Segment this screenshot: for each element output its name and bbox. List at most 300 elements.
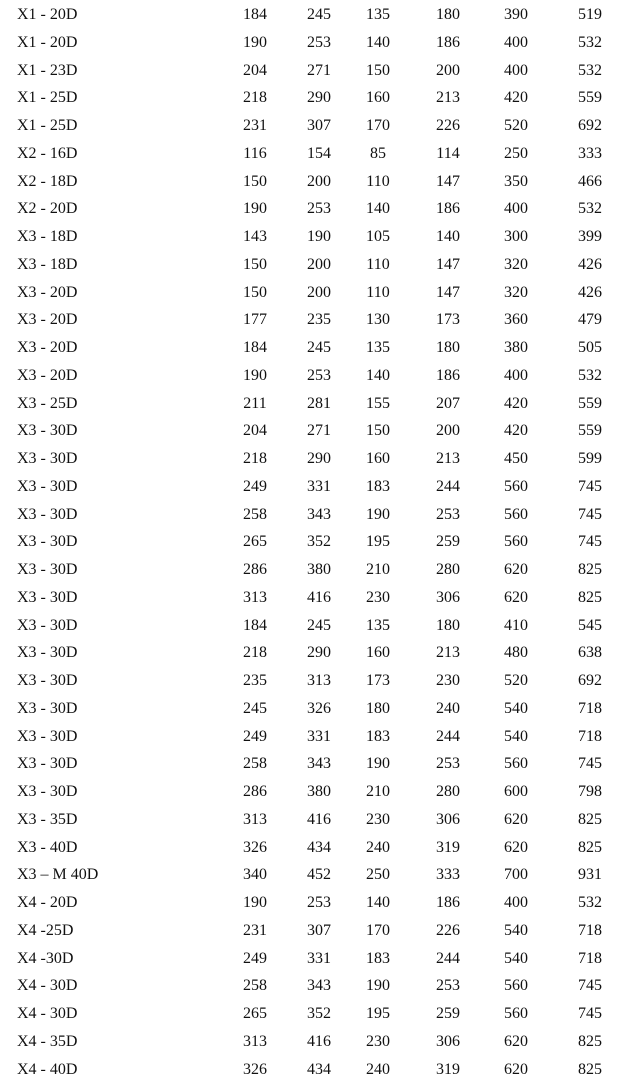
row-value-cell: 319 — [436, 838, 460, 856]
row-value-cell: 306 — [436, 1032, 460, 1050]
row-value-cell: 290 — [307, 644, 331, 662]
row-value-cell: 825 — [578, 588, 602, 606]
table-row — [0, 889, 620, 917]
table-row — [0, 57, 620, 85]
table-row — [0, 639, 620, 667]
row-value-cell: 195 — [366, 533, 390, 551]
row-value-cell: 306 — [436, 810, 460, 828]
row-value-cell: 190 — [366, 977, 390, 995]
row-value-cell: 825 — [578, 810, 602, 828]
row-value-cell: 110 — [366, 172, 390, 190]
row-value-cell: 745 — [578, 755, 602, 773]
row-value-cell: 140 — [366, 200, 390, 218]
row-value-cell: 718 — [578, 921, 602, 939]
row-value-cell: 226 — [436, 921, 460, 939]
row-value-cell: 150 — [243, 283, 267, 301]
row-value-cell: 360 — [504, 311, 528, 329]
row-model-cell: X2 - 16D — [17, 144, 78, 162]
row-value-cell: 331 — [307, 477, 331, 495]
row-model-cell: X3 - 30D — [17, 727, 78, 745]
row-value-cell: 186 — [436, 200, 460, 218]
row-value-cell: 931 — [578, 866, 602, 884]
row-value-cell: 559 — [578, 394, 602, 412]
row-value-cell: 240 — [366, 838, 390, 856]
row-model-cell: X3 - 30D — [17, 783, 78, 800]
table-row — [0, 112, 620, 140]
row-value-cell: 540 — [504, 727, 528, 745]
table-row — [0, 834, 620, 862]
row-model-cell: X3 - 30D — [17, 672, 78, 689]
row-value-cell: 520 — [504, 117, 528, 134]
row-value-cell: 258 — [243, 755, 267, 773]
row-value-cell: 532 — [578, 200, 602, 218]
row-value-cell: 400 — [504, 33, 528, 51]
row-value-cell: 231 — [243, 921, 267, 939]
row-value-cell: 416 — [307, 588, 331, 606]
row-value-cell: 85 — [370, 144, 386, 162]
row-value-cell: 190 — [243, 366, 267, 384]
row-value-cell: 466 — [578, 172, 602, 190]
row-value-cell: 250 — [504, 144, 528, 162]
row-value-cell: 540 — [504, 699, 528, 717]
row-value-cell: 200 — [436, 422, 460, 440]
row-model-cell: X3 - 18D — [17, 255, 78, 273]
row-model-cell: X3 - 20D — [17, 311, 78, 329]
row-value-cell: 280 — [436, 561, 460, 578]
row-model-cell: X2 - 20D — [17, 200, 78, 218]
row-value-cell: 343 — [307, 977, 331, 995]
row-value-cell: 253 — [436, 505, 460, 523]
table-row — [0, 168, 620, 196]
row-value-cell: 599 — [578, 450, 602, 467]
row-value-cell: 245 — [243, 699, 267, 717]
row-model-cell: X4 - 30D — [17, 977, 78, 995]
row-value-cell: 559 — [578, 422, 602, 440]
row-value-cell: 143 — [243, 228, 267, 245]
row-value-cell: 825 — [578, 561, 602, 578]
row-value-cell: 190 — [243, 200, 267, 218]
row-value-cell: 186 — [436, 366, 460, 384]
row-value-cell: 259 — [436, 1005, 460, 1022]
row-value-cell: 230 — [366, 1032, 390, 1050]
row-value-cell: 350 — [504, 172, 528, 190]
row-value-cell: 745 — [578, 505, 602, 523]
row-value-cell: 154 — [307, 144, 331, 162]
row-value-cell: 480 — [504, 644, 528, 662]
row-value-cell: 532 — [578, 366, 602, 384]
row-value-cell: 110 — [366, 255, 390, 273]
row-value-cell: 532 — [578, 894, 602, 911]
table-row — [0, 501, 620, 529]
row-value-cell: 105 — [366, 228, 390, 245]
table-row — [0, 306, 620, 334]
row-value-cell: 218 — [243, 89, 267, 107]
row-value-cell: 230 — [436, 672, 460, 689]
row-model-cell: X3 - 30D — [17, 644, 78, 662]
row-model-cell: X3 - 35D — [17, 810, 78, 828]
row-value-cell: 380 — [504, 339, 528, 356]
row-value-cell: 410 — [504, 616, 528, 634]
row-model-cell: X4 - 40D — [17, 1060, 78, 1078]
row-model-cell: X3 - 40D — [17, 838, 78, 856]
row-value-cell: 326 — [243, 838, 267, 856]
row-value-cell: 147 — [436, 255, 460, 273]
row-value-cell: 140 — [366, 366, 390, 384]
row-value-cell: 173 — [436, 311, 460, 329]
row-value-cell: 798 — [578, 783, 602, 800]
row-value-cell: 825 — [578, 838, 602, 856]
row-model-cell: X3 - 30D — [17, 588, 78, 606]
row-value-cell: 532 — [578, 61, 602, 79]
row-value-cell: 160 — [366, 89, 390, 107]
row-value-cell: 400 — [504, 200, 528, 218]
row-value-cell: 135 — [366, 6, 390, 23]
row-value-cell: 180 — [436, 339, 460, 356]
row-value-cell: 307 — [307, 117, 331, 134]
table-row — [0, 778, 620, 806]
row-value-cell: 140 — [366, 33, 390, 51]
row-value-cell: 290 — [307, 450, 331, 467]
row-value-cell: 183 — [366, 949, 390, 967]
row-value-cell: 190 — [243, 894, 267, 911]
row-value-cell: 352 — [307, 1005, 331, 1022]
row-value-cell: 560 — [504, 477, 528, 495]
row-value-cell: 210 — [366, 561, 390, 578]
row-value-cell: 244 — [436, 727, 460, 745]
row-value-cell: 258 — [243, 505, 267, 523]
row-value-cell: 281 — [307, 394, 331, 412]
row-value-cell: 245 — [307, 6, 331, 23]
row-model-cell: X4 - 30D — [17, 1005, 78, 1022]
table-row — [0, 195, 620, 223]
table-row — [0, 251, 620, 279]
table-row — [0, 528, 620, 556]
row-value-cell: 560 — [504, 1005, 528, 1022]
table-row — [0, 1000, 620, 1028]
row-model-cell: X3 - 25D — [17, 394, 78, 412]
row-value-cell: 150 — [243, 172, 267, 190]
row-value-cell: 259 — [436, 533, 460, 551]
row-value-cell: 258 — [243, 977, 267, 995]
row-model-cell: X3 - 30D — [17, 699, 78, 717]
row-value-cell: 520 — [504, 672, 528, 689]
table-row — [0, 750, 620, 778]
row-value-cell: 286 — [243, 783, 267, 800]
row-value-cell: 253 — [307, 33, 331, 51]
row-value-cell: 230 — [366, 810, 390, 828]
row-value-cell: 226 — [436, 117, 460, 134]
row-value-cell: 540 — [504, 949, 528, 967]
row-model-cell: X3 - 30D — [17, 450, 78, 467]
row-value-cell: 235 — [243, 672, 267, 689]
row-value-cell: 160 — [366, 644, 390, 662]
row-value-cell: 180 — [436, 6, 460, 23]
row-value-cell: 825 — [578, 1060, 602, 1078]
row-value-cell: 271 — [307, 422, 331, 440]
row-value-cell: 195 — [366, 1005, 390, 1022]
row-value-cell: 135 — [366, 616, 390, 634]
row-model-cell: X3 - 30D — [17, 561, 78, 578]
row-value-cell: 210 — [366, 783, 390, 800]
row-value-cell: 184 — [243, 6, 267, 23]
row-value-cell: 184 — [243, 616, 267, 634]
row-value-cell: 326 — [307, 699, 331, 717]
row-value-cell: 745 — [578, 977, 602, 995]
table-row — [0, 417, 620, 445]
row-value-cell: 140 — [366, 894, 390, 911]
row-value-cell: 600 — [504, 783, 528, 800]
row-value-cell: 147 — [436, 283, 460, 301]
row-value-cell: 352 — [307, 533, 331, 551]
row-value-cell: 390 — [504, 6, 528, 23]
row-value-cell: 253 — [307, 200, 331, 218]
row-value-cell: 718 — [578, 727, 602, 745]
row-value-cell: 253 — [436, 755, 460, 773]
row-value-cell: 745 — [578, 477, 602, 495]
row-value-cell: 420 — [504, 422, 528, 440]
row-value-cell: 434 — [307, 1060, 331, 1078]
row-value-cell: 718 — [578, 949, 602, 967]
row-value-cell: 190 — [307, 228, 331, 245]
row-model-cell: X4 - 35D — [17, 1032, 78, 1050]
row-value-cell: 200 — [307, 255, 331, 273]
row-value-cell: 505 — [578, 339, 602, 356]
table-row — [0, 556, 620, 584]
row-value-cell: 559 — [578, 89, 602, 107]
row-value-cell: 692 — [578, 672, 602, 689]
table-row — [0, 1, 620, 29]
row-value-cell: 253 — [307, 894, 331, 911]
row-value-cell: 183 — [366, 727, 390, 745]
row-value-cell: 290 — [307, 89, 331, 107]
row-value-cell: 213 — [436, 89, 460, 107]
row-value-cell: 825 — [578, 1032, 602, 1050]
row-model-cell: X3 - 20D — [17, 283, 78, 301]
row-model-cell: X1 - 20D — [17, 6, 78, 23]
row-value-cell: 532 — [578, 33, 602, 51]
row-value-cell: 560 — [504, 755, 528, 773]
row-value-cell: 147 — [436, 172, 460, 190]
row-value-cell: 320 — [504, 255, 528, 273]
row-value-cell: 331 — [307, 949, 331, 967]
table-row — [0, 945, 620, 973]
row-value-cell: 306 — [436, 588, 460, 606]
row-value-cell: 183 — [366, 477, 390, 495]
table-row — [0, 1056, 620, 1084]
row-value-cell: 340 — [243, 866, 267, 884]
row-value-cell: 399 — [578, 228, 602, 245]
row-model-cell: X1 - 25D — [17, 89, 78, 107]
row-model-cell: X4 -25D — [17, 921, 74, 939]
row-value-cell: 200 — [307, 172, 331, 190]
row-model-cell: X3 – M 40D — [17, 866, 99, 884]
row-value-cell: 307 — [307, 921, 331, 939]
row-value-cell: 434 — [307, 838, 331, 856]
row-value-cell: 116 — [243, 144, 267, 162]
row-value-cell: 155 — [366, 394, 390, 412]
row-value-cell: 249 — [243, 949, 267, 967]
row-value-cell: 190 — [366, 505, 390, 523]
row-value-cell: 190 — [366, 755, 390, 773]
row-value-cell: 545 — [578, 616, 602, 634]
row-value-cell: 692 — [578, 117, 602, 134]
row-value-cell: 620 — [504, 1032, 528, 1050]
row-value-cell: 244 — [436, 477, 460, 495]
row-value-cell: 319 — [436, 1060, 460, 1078]
row-value-cell: 186 — [436, 33, 460, 51]
row-value-cell: 700 — [504, 866, 528, 884]
row-model-cell: X1 - 23D — [17, 61, 78, 79]
table-row — [0, 667, 620, 695]
row-model-cell: X3 - 30D — [17, 422, 78, 440]
table-row — [0, 1028, 620, 1056]
row-value-cell: 286 — [243, 561, 267, 578]
table-row — [0, 140, 620, 168]
row-value-cell: 200 — [436, 61, 460, 79]
row-model-cell: X3 - 30D — [17, 505, 78, 523]
row-value-cell: 620 — [504, 1060, 528, 1078]
row-value-cell: 235 — [307, 311, 331, 329]
row-model-cell: X3 - 30D — [17, 755, 78, 773]
row-value-cell: 184 — [243, 339, 267, 356]
table-row — [0, 334, 620, 362]
row-value-cell: 150 — [366, 422, 390, 440]
row-value-cell: 416 — [307, 810, 331, 828]
row-value-cell: 204 — [243, 61, 267, 79]
row-value-cell: 231 — [243, 117, 267, 134]
row-value-cell: 426 — [578, 283, 602, 301]
row-value-cell: 190 — [243, 33, 267, 51]
row-value-cell: 300 — [504, 228, 528, 245]
row-value-cell: 180 — [366, 699, 390, 717]
row-value-cell: 452 — [307, 866, 331, 884]
row-model-cell: X1 - 25D — [17, 117, 78, 134]
row-value-cell: 380 — [307, 561, 331, 578]
row-value-cell: 620 — [504, 561, 528, 578]
row-value-cell: 245 — [307, 616, 331, 634]
table-row — [0, 972, 620, 1000]
row-value-cell: 218 — [243, 450, 267, 467]
row-model-cell: X4 - 20D — [17, 894, 78, 911]
row-value-cell: 170 — [366, 117, 390, 134]
row-value-cell: 560 — [504, 533, 528, 551]
row-value-cell: 400 — [504, 366, 528, 384]
row-value-cell: 416 — [307, 1032, 331, 1050]
table-row — [0, 917, 620, 945]
row-value-cell: 249 — [243, 477, 267, 495]
row-value-cell: 745 — [578, 1005, 602, 1022]
row-value-cell: 560 — [504, 505, 528, 523]
row-value-cell: 150 — [366, 61, 390, 79]
row-value-cell: 244 — [436, 949, 460, 967]
row-model-cell: X3 - 30D — [17, 477, 78, 495]
table-row — [0, 390, 620, 418]
table-row — [0, 473, 620, 501]
row-value-cell: 343 — [307, 755, 331, 773]
row-value-cell: 245 — [307, 339, 331, 356]
row-value-cell: 400 — [504, 61, 528, 79]
table-row — [0, 695, 620, 723]
row-value-cell: 479 — [578, 311, 602, 329]
table-row — [0, 861, 620, 889]
row-value-cell: 140 — [436, 228, 460, 245]
row-value-cell: 420 — [504, 89, 528, 107]
row-value-cell: 200 — [307, 283, 331, 301]
row-value-cell: 240 — [366, 1060, 390, 1078]
table-row — [0, 279, 620, 307]
row-value-cell: 560 — [504, 977, 528, 995]
row-value-cell: 420 — [504, 394, 528, 412]
row-value-cell: 745 — [578, 533, 602, 551]
row-value-cell: 204 — [243, 422, 267, 440]
row-model-cell: X3 - 30D — [17, 533, 78, 551]
row-value-cell: 253 — [436, 977, 460, 995]
table-row — [0, 223, 620, 251]
row-value-cell: 173 — [366, 672, 390, 689]
row-model-cell: X3 - 20D — [17, 366, 78, 384]
row-value-cell: 218 — [243, 644, 267, 662]
row-value-cell: 718 — [578, 699, 602, 717]
row-value-cell: 114 — [436, 144, 460, 162]
row-value-cell: 313 — [243, 1032, 267, 1050]
table-row — [0, 584, 620, 612]
row-value-cell: 400 — [504, 894, 528, 911]
row-model-cell: X3 - 18D — [17, 228, 78, 245]
row-value-cell: 230 — [366, 588, 390, 606]
table-row — [0, 445, 620, 473]
row-value-cell: 213 — [436, 450, 460, 467]
row-value-cell: 135 — [366, 339, 390, 356]
row-value-cell: 160 — [366, 450, 390, 467]
row-value-cell: 265 — [243, 533, 267, 551]
row-value-cell: 313 — [243, 810, 267, 828]
row-value-cell: 620 — [504, 810, 528, 828]
row-value-cell: 333 — [436, 866, 460, 884]
row-value-cell: 110 — [366, 283, 390, 301]
row-value-cell: 280 — [436, 783, 460, 800]
row-model-cell: X2 - 18D — [17, 172, 78, 190]
row-value-cell: 150 — [243, 255, 267, 273]
table-row — [0, 806, 620, 834]
row-value-cell: 180 — [436, 616, 460, 634]
row-value-cell: 320 — [504, 283, 528, 301]
row-value-cell: 620 — [504, 588, 528, 606]
row-value-cell: 313 — [243, 588, 267, 606]
row-value-cell: 265 — [243, 1005, 267, 1022]
row-model-cell: X4 -30D — [17, 949, 74, 967]
row-value-cell: 620 — [504, 838, 528, 856]
row-value-cell: 519 — [578, 6, 602, 23]
table-row — [0, 723, 620, 751]
row-value-cell: 249 — [243, 727, 267, 745]
row-value-cell: 450 — [504, 450, 528, 467]
table-row — [0, 362, 620, 390]
row-value-cell: 313 — [307, 672, 331, 689]
row-value-cell: 426 — [578, 255, 602, 273]
row-model-cell: X1 - 20D — [17, 33, 78, 51]
row-value-cell: 240 — [436, 699, 460, 717]
row-value-cell: 540 — [504, 921, 528, 939]
table-row — [0, 84, 620, 112]
row-value-cell: 207 — [436, 394, 460, 412]
row-model-cell: X3 - 20D — [17, 339, 78, 356]
row-value-cell: 170 — [366, 921, 390, 939]
row-value-cell: 250 — [366, 866, 390, 884]
row-value-cell: 253 — [307, 366, 331, 384]
row-model-cell: X3 - 30D — [17, 616, 78, 634]
row-value-cell: 271 — [307, 61, 331, 79]
row-value-cell: 213 — [436, 644, 460, 662]
